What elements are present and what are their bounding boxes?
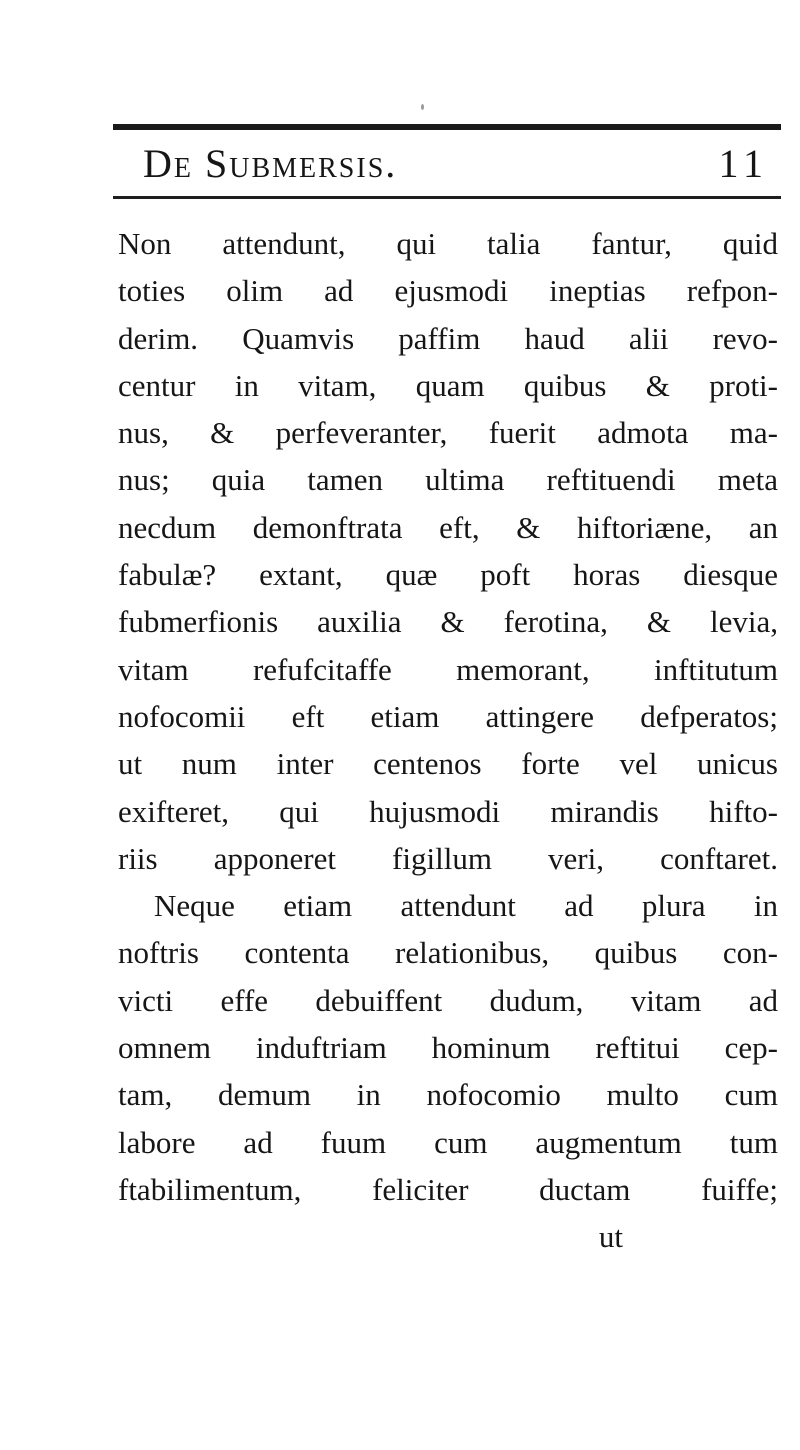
text-line: labore ad fuum cum augmentum tum: [118, 1124, 778, 1160]
text-line: omnem induftriam hominum reftitui cep-: [118, 1030, 778, 1066]
text-line: derim. Quamvis paffim haud alii revo-: [118, 320, 778, 356]
body-text: [118, 220, 778, 1261]
text-line: centur in vitam, quam quibus & proti-: [118, 367, 778, 403]
text-line: necdum demonftrata eft, & hiftoriæne, an: [118, 509, 778, 545]
text-line-paragraph-start: Neque etiam attendunt ad plura in: [154, 888, 778, 924]
text-line: nus; quia tamen ultima reftituendi meta: [118, 462, 778, 498]
header-rule-thin: [113, 196, 781, 199]
text-line: ftabilimentum, feliciter ductam fuiffe;: [118, 1171, 778, 1207]
running-head: [113, 138, 781, 198]
text-line: tam, demum in nofocomio multo cum: [118, 1077, 778, 1113]
catchword: ut: [598, 1219, 623, 1255]
text-line: fubmerfionis auxilia & ferotina, & levia,: [118, 604, 778, 640]
paper-speck: [421, 104, 424, 110]
text-line: toties olim ad ejusmodi ineptias refpon-: [118, 273, 778, 309]
text-line: victi effe debuiffent dudum, vitam ad: [118, 982, 778, 1018]
text-line: fabulæ? extant, quæ poft horas diesque: [118, 557, 778, 593]
page-number: 11: [718, 141, 769, 186]
header-rule-thick: [113, 124, 781, 130]
text-line: Non attendunt, qui talia fantur, quid: [118, 226, 778, 261]
text-line: vitam refufcitaffe memorant, inftitutum: [118, 651, 778, 687]
text-line: exifteret, qui hujusmodi mirandis hifto-: [118, 793, 778, 829]
text-line: ut num inter centenos forte vel unicus: [118, 746, 778, 782]
text-line: nus, & perfeveranter, fuerit admota ma-: [118, 415, 778, 451]
text-line: riis apponeret figillum veri, conftaret.: [118, 840, 778, 876]
running-title: De Submersis.: [143, 141, 398, 186]
text-line: nofocomii eft etiam attingere defperatos;: [118, 698, 778, 734]
text-line: noftris contenta relationibus, quibus con-: [118, 935, 778, 971]
